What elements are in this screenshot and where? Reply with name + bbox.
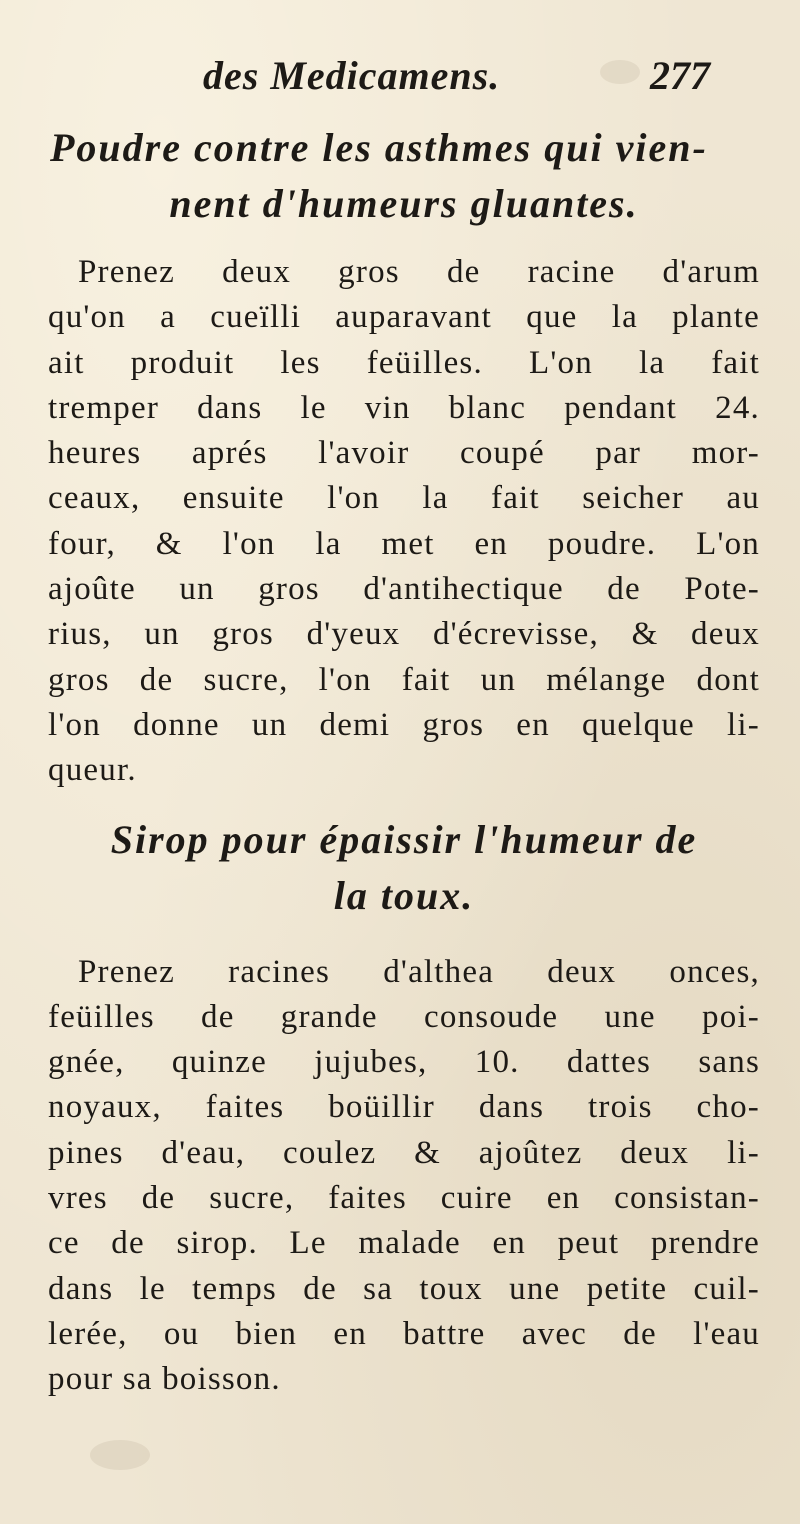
text-line: pines d'eau, coulez & ajoûtez deux li- bbox=[48, 1134, 760, 1171]
text-line: Prenez deux gros de racine d'arum bbox=[78, 254, 760, 290]
section-heading bbox=[48, 120, 760, 232]
text-line: feüilles de grande consoude une poi- bbox=[48, 998, 760, 1035]
text-line: rius, un gros d'yeux d'écrevisse, & deux bbox=[48, 616, 760, 653]
text-line: dans le temps de sa toux une petite cuil- bbox=[48, 1270, 760, 1307]
text-line: gros de sucre, l'on fait un mélange dont bbox=[48, 661, 760, 698]
heading-line: Poudre contre les asthmes qui vien- bbox=[50, 125, 708, 170]
section-heading bbox=[48, 812, 760, 924]
running-head bbox=[48, 52, 760, 110]
text-line: Prenez racines d'althea deux onces, bbox=[78, 953, 760, 990]
text-line: ait produit les feüilles. L'on la fait bbox=[48, 344, 760, 381]
paper-stain bbox=[90, 1440, 150, 1470]
text-line: tremper dans le vin blanc pendant 24. bbox=[48, 389, 760, 426]
recipe-paragraph bbox=[48, 250, 760, 794]
text-line: lerée, ou bien en battre avec de l'eau bbox=[48, 1315, 760, 1352]
heading-line: nent d'humeurs gluantes. bbox=[169, 181, 639, 226]
text-line: ceaux, ensuite l'on la fait seicher au bbox=[48, 480, 760, 517]
text-line: queur. bbox=[48, 752, 137, 789]
text-line: noyaux, faites boüillir dans trois cho- bbox=[48, 1089, 760, 1126]
book-page bbox=[48, 52, 760, 1403]
text-line: qu'on a cueïlli auparavant que la plante bbox=[48, 299, 760, 336]
text-line: four, & l'on la met en poudre. L'on bbox=[48, 525, 760, 562]
text-line: vres de sucre, faites cuire en consistan- bbox=[48, 1180, 760, 1217]
running-head-title: des Medicamens. bbox=[203, 53, 501, 98]
text-line: pour sa boisson. bbox=[48, 1361, 281, 1398]
recipe-paragraph bbox=[48, 950, 760, 1403]
text-line: ce de sirop. Le malade en peut prendre bbox=[48, 1225, 760, 1262]
text-line: l'on donne un demi gros en quelque li- bbox=[48, 706, 760, 743]
heading-line: Sirop pour épaissir l'humeur de bbox=[110, 816, 698, 862]
heading-line: la toux. bbox=[333, 872, 475, 918]
page-number: 277 bbox=[650, 53, 710, 98]
text-line: gnée, quinze jujubes, 10. dattes sans bbox=[48, 1044, 760, 1081]
text-line: heures aprés l'avoir coupé par mor- bbox=[48, 435, 760, 472]
text-line: ajoûte un gros d'antihectique de Pote- bbox=[48, 571, 760, 608]
